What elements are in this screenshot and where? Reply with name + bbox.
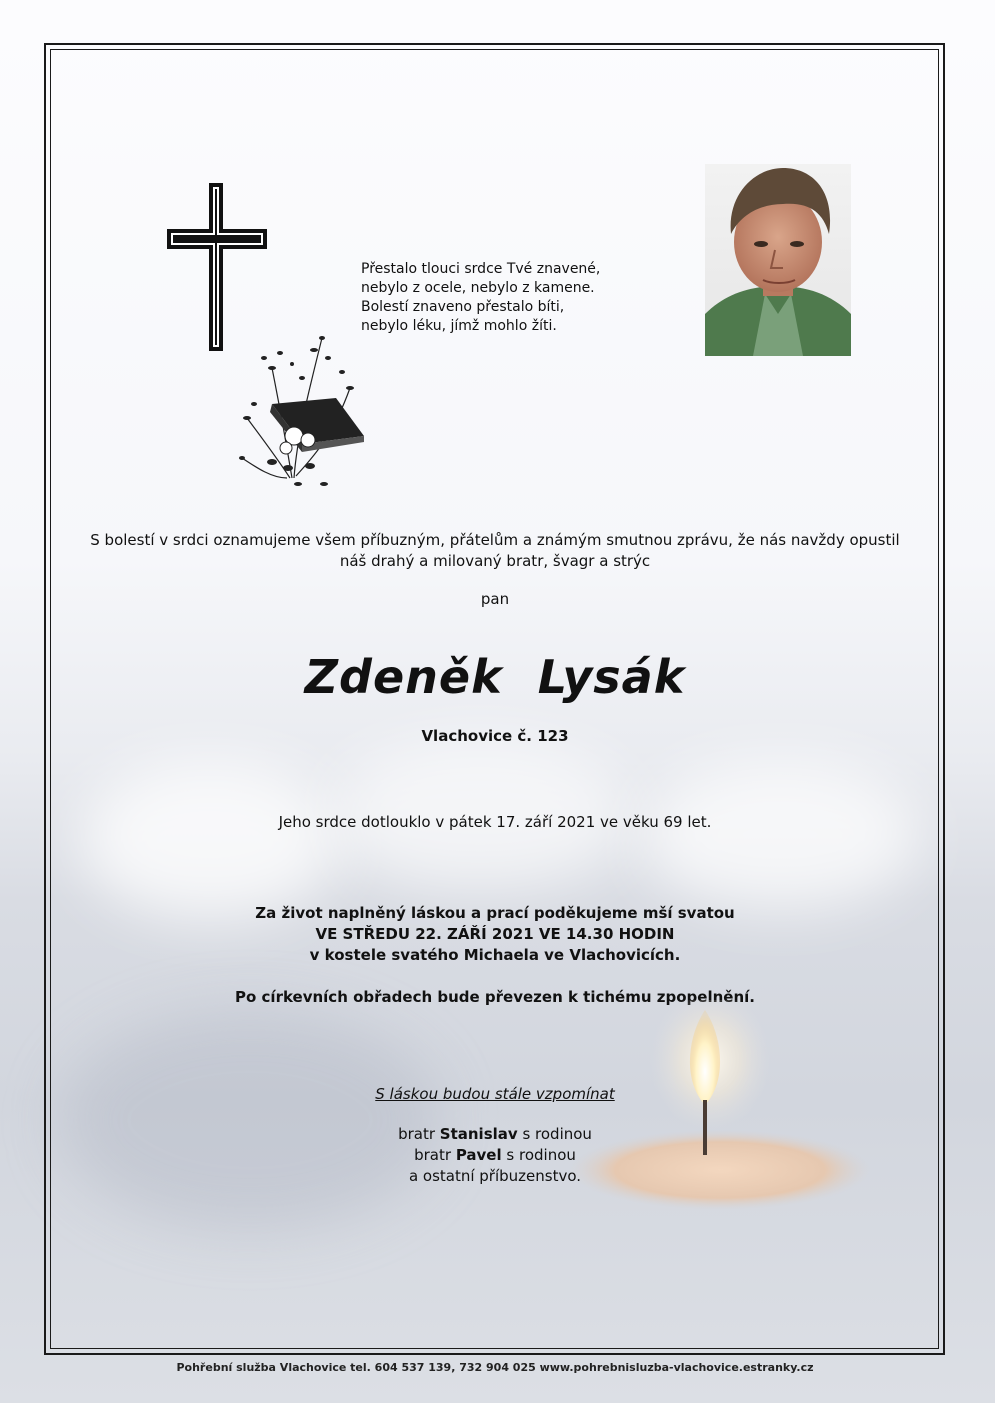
mourner-suffix: s rodinou bbox=[522, 1125, 592, 1143]
mourner-relation: bratr bbox=[414, 1146, 452, 1164]
poem-line: nebylo z ocele, nebylo z kamene. bbox=[361, 280, 595, 296]
mourner-row bbox=[60, 1145, 930, 1166]
funeral-service-footer: Pohřební služba Vlachovice tel. 604 537 139, 732 904 025 www.pohrebnisluzba-vlachovice.estranky.cz bbox=[176, 1361, 814, 1374]
announcement bbox=[60, 530, 930, 572]
ceremony-place: v kostele svatého Michaela ve Vlachovicích. bbox=[309, 946, 681, 964]
ceremony-date: VE STŘEDU 22. ZÁŘÍ 2021 VE 14.30 HODIN bbox=[315, 925, 675, 943]
cremation-note: Po církevních obřadech bude převezen k tichému zpopelnění. bbox=[235, 988, 755, 1006]
portrait-photo bbox=[705, 164, 851, 356]
mourners-list bbox=[60, 1124, 930, 1187]
candle-icon bbox=[560, 1000, 880, 1220]
poem-line: nebylo léku, jímž mohlo žíti. bbox=[361, 318, 557, 334]
cross-icon bbox=[167, 183, 267, 351]
announcement-line: S bolestí v srdci oznamujeme všem příbuzným, přátelům a známým smutnou zprávu, že nás navždy opustil bbox=[90, 531, 900, 549]
poem-line: Bolestí znaveno přestalo bíti, bbox=[361, 299, 565, 315]
mourner-name: Stanislav bbox=[439, 1125, 518, 1143]
ceremony-line: Za život naplněný láskou a prací poděkujeme mší svatou bbox=[255, 904, 735, 922]
poem bbox=[361, 260, 681, 336]
mourner-relation: bratr bbox=[398, 1125, 435, 1143]
deceased-name: Zdeněk Lysák bbox=[304, 650, 686, 704]
mourner-name: Pavel bbox=[455, 1146, 502, 1164]
remembrance-heading: S láskou budou stále vzpomínat bbox=[375, 1085, 615, 1103]
bouquet-book-icon bbox=[232, 328, 368, 492]
deceased-address: Vlachovice č. 123 bbox=[421, 727, 569, 745]
mourner-row: a ostatní příbuzenstvo. bbox=[408, 1167, 582, 1185]
ceremony-info bbox=[60, 903, 930, 966]
death-notice: Jeho srdce dotlouklo v pátek 17. září 2021 ve věku 69 let. bbox=[278, 813, 712, 831]
announcement-line: náš drahý a milovaný bratr, švagr a strýc bbox=[339, 552, 651, 570]
title-pan: pan bbox=[480, 590, 510, 608]
mourner-suffix: s rodinou bbox=[506, 1146, 576, 1164]
mourner-row bbox=[60, 1124, 930, 1145]
poem-line: Přestalo tlouci srdce Tvé znavené, bbox=[361, 261, 601, 277]
